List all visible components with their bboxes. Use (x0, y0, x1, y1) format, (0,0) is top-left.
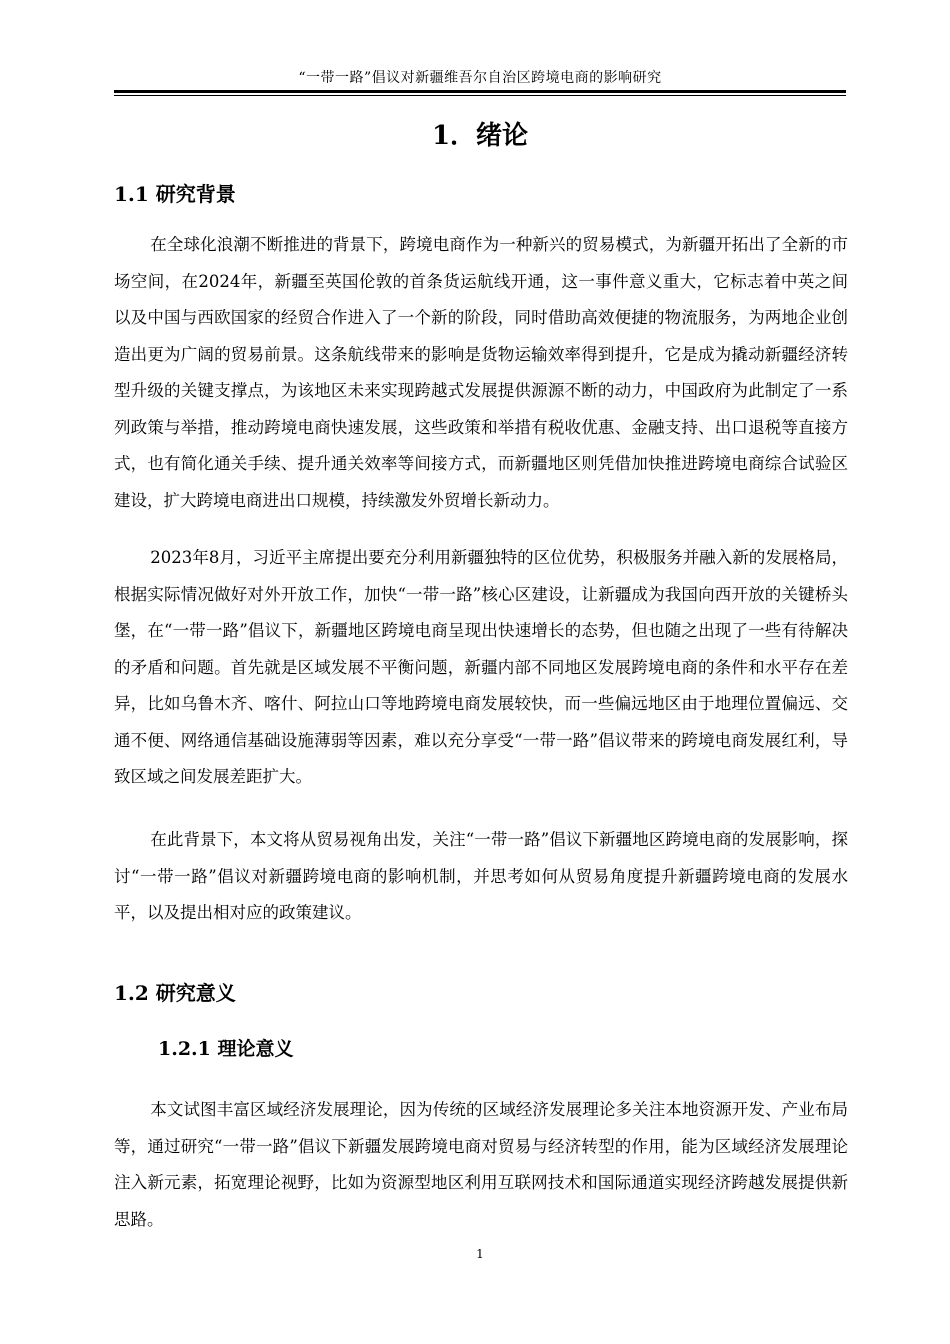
section-heading-research-significance: 1.2 研究意义 (114, 981, 236, 1005)
header-divider-thick (114, 90, 846, 93)
header-divider-thin (114, 95, 846, 96)
chapter-title: 1．绪论 (431, 121, 529, 151)
paragraph-theoretical-significance-1: 本文试图丰富区域经济发展理论，因为传统的区域经济发展理论多关注本地资源开发、产业布局等，通过研究“一带一路”倡议下新疆发展跨境电商对贸易与经济转型的作用，能为区域经济发展理论注入新元素，拓宽理论视野，比如为资源型地区利用互联网技术和国际通道实现经济跨越发展提供新思路。 (114, 1100, 848, 1229)
page-number: 1 (476, 1247, 484, 1261)
paragraph-background-3: 在此背景下，本文将从贸易视角出发，关注“一带一路”倡议下新疆地区跨境电商的发展影响，探讨“一带一路”倡议对新疆跨境电商的影响机制，并思考如何从贸易角度提升新疆跨境电商的发展水平，以及提出相对应的政策建议。 (114, 830, 848, 922)
section-heading-research-background: 1.1 研究背景 (114, 182, 236, 206)
subsection-heading-theoretical-significance: 1.2.1 理论意义 (158, 1038, 294, 1060)
paragraph-background-1: 在全球化浪潮不断推进的背景下，跨境电商作为一种新兴的贸易模式，为新疆开拓出了全新的市场空间，在2024年，新疆至英国伦敦的首条货运航线开通，这一事件意义重大，它标志着中英之间以及中国与西欧国家的经贸合作进入了一个新的阶段，同时借助高效便捷的物流服务，为两地企业创造出更为广阔的贸易前景。这条航线带来的影响是货物运输效率得到提升，它是成为撬动新疆经济转型升级的关键支撑点，为该地区未来实现跨越式发展提供源源不断的动力，中国政府为此制定了一系列政策与举措，推动跨境电商快速发展，这些政策和举措有税收优惠、金融支持、出口退税等直接方式，也有简化通关手续、提升通关效率等间接方式，而新疆地区则凭借加快推进跨境电商综合试验区建设，扩大跨境电商进出口规模，持续激发外贸增长新动力。 (114, 235, 848, 510)
running-header-title: “一带一路”倡议对新疆维吾尔自治区跨境电商的影响研究 (298, 70, 662, 86)
paragraph-background-2: 2023年8月，习近平主席提出要充分利用新疆独特的区位优势，积极服务并融入新的发展格局，根据实际情况做好对外开放工作，加快“一带一路”核心区建设，让新疆成为我国向西开放的关键桥头堡，在“一带一路”倡议下，新疆地区跨境电商呈现出快速增长的态势，但也随之出现了一些有待解决的矛盾和问题。首先就是区域发展不平衡问题，新疆内部不同地区发展跨境电商的条件和水平存在差异，比如乌鲁木齐、喀什、阿拉山口等地跨境电商发展较快，而一些偏远地区由于地理位置偏远、交通不便、网络通信基础设施薄弱等因素，难以充分享受“一带一路”倡议带来的跨境电商发展红利，导致区域之间发展差距扩大。 (114, 548, 848, 786)
